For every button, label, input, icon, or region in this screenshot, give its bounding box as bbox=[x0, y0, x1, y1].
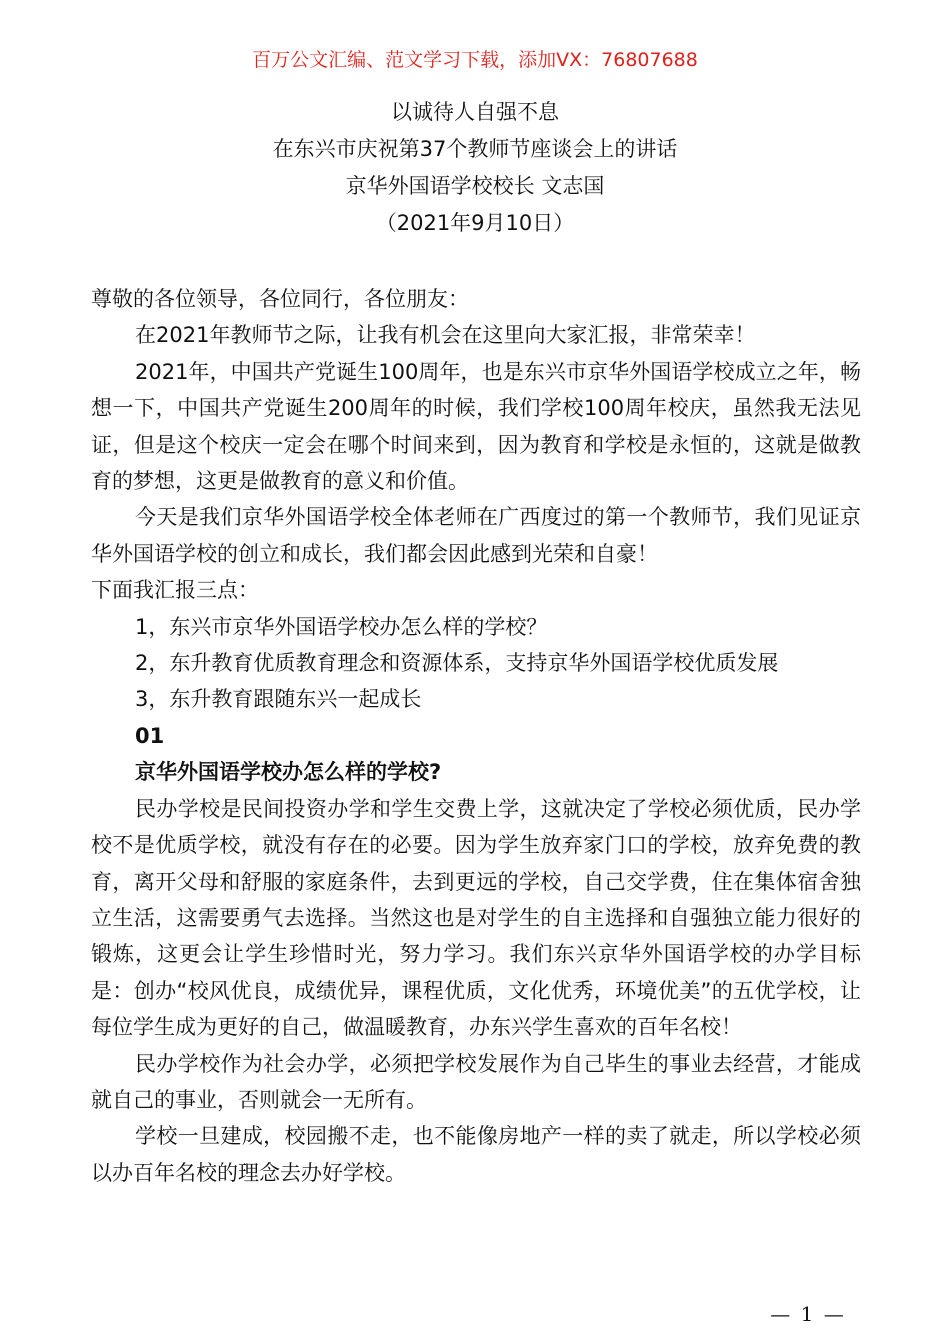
speech-title: 以诚待人自强不息 bbox=[391, 100, 559, 124]
outline-item: 3，东升教育跟随东兴一起成长 bbox=[135, 687, 422, 712]
outline-item: 2，东升教育优质教育理念和资源体系，支持京华外国语学校优质发展 bbox=[135, 651, 779, 676]
paragraph: 学校一旦建成，校园搬不走，也不能像房地产一样的卖了就走，所以学校必须以办百年名校的理念去办好学校。 bbox=[91, 1124, 861, 1185]
paragraph: 2021年，中国共产党诞生100周年，也是东兴市京华外国语学校成立之年，畅想一下，中国共产党诞生200周年的时候，我们学校100周年校庆，虽然我无法见证，但是这个校庆一定会在哪个时间来到，因为教育和学校是永恒的，这就是做教育的梦想，这更是做教育的意义和价值。 bbox=[91, 359, 861, 494]
section-title: 京华外国语学校办怎么样的学校? bbox=[135, 760, 442, 785]
speech-author: 京华外国语学校校长 文志国 bbox=[345, 174, 605, 198]
salutation: 尊敬的各位领导，各位同行，各位朋友： bbox=[91, 287, 469, 311]
paragraph: 今天是我们京华外国语学校全体老师在广西度过的第一个教师节，我们见证京华外国语学校的创立和成长，我们都会因此感到光荣和自豪！ bbox=[91, 505, 861, 566]
outline-item: 1，东兴市京华外国语学校办怎么样的学校？ bbox=[135, 614, 548, 639]
paragraph: 在2021年教师节之际，让我有机会在这里向大家汇报，非常荣幸！ bbox=[135, 323, 756, 348]
section-number: 01 bbox=[135, 723, 165, 748]
page-number: — 1 — bbox=[770, 1302, 846, 1326]
speech-date: （2021年9月10日） bbox=[375, 211, 575, 235]
paragraph: 民办学校作为社会办学，必须把学校发展作为自己毕生的事业去经营，才能成就自己的事业，否则就会一无所有。 bbox=[91, 1051, 861, 1112]
speech-subtitle: 在东兴市庆祝第37个教师节座谈会上的讲话 bbox=[272, 137, 678, 161]
speech-body bbox=[91, 281, 861, 1191]
promo-banner: 百万公文汇编、范文学习下载，添加VX：76807688 bbox=[252, 49, 698, 71]
outline-intro: 下面我汇报三点： bbox=[91, 578, 259, 603]
paragraph: 民办学校是民间投资办学和学生交费上学，这就决定了学校必须优质，民办学校不是优质学校，就没有存在的必要。因为学生放弃家门口的学校，放弃免费的教育，离开父母和舒服的家庭条件，去到更远的学校，自己交学费，住在集体宿舍独立生活，这需要勇气去选择。当然这也是对学生的自主选择和自强独立能力很好的锻炼，这更会让学生珍惜时光，努力学习。我们东兴京华外国语学校的办学目标是：创办“校风优良，成绩优异，课程优质，文化优秀，环境优美”的五优学校，让每位学生成为更好的自己，做温暖教育，办东兴学生喜欢的百年名校！ bbox=[91, 796, 861, 1040]
